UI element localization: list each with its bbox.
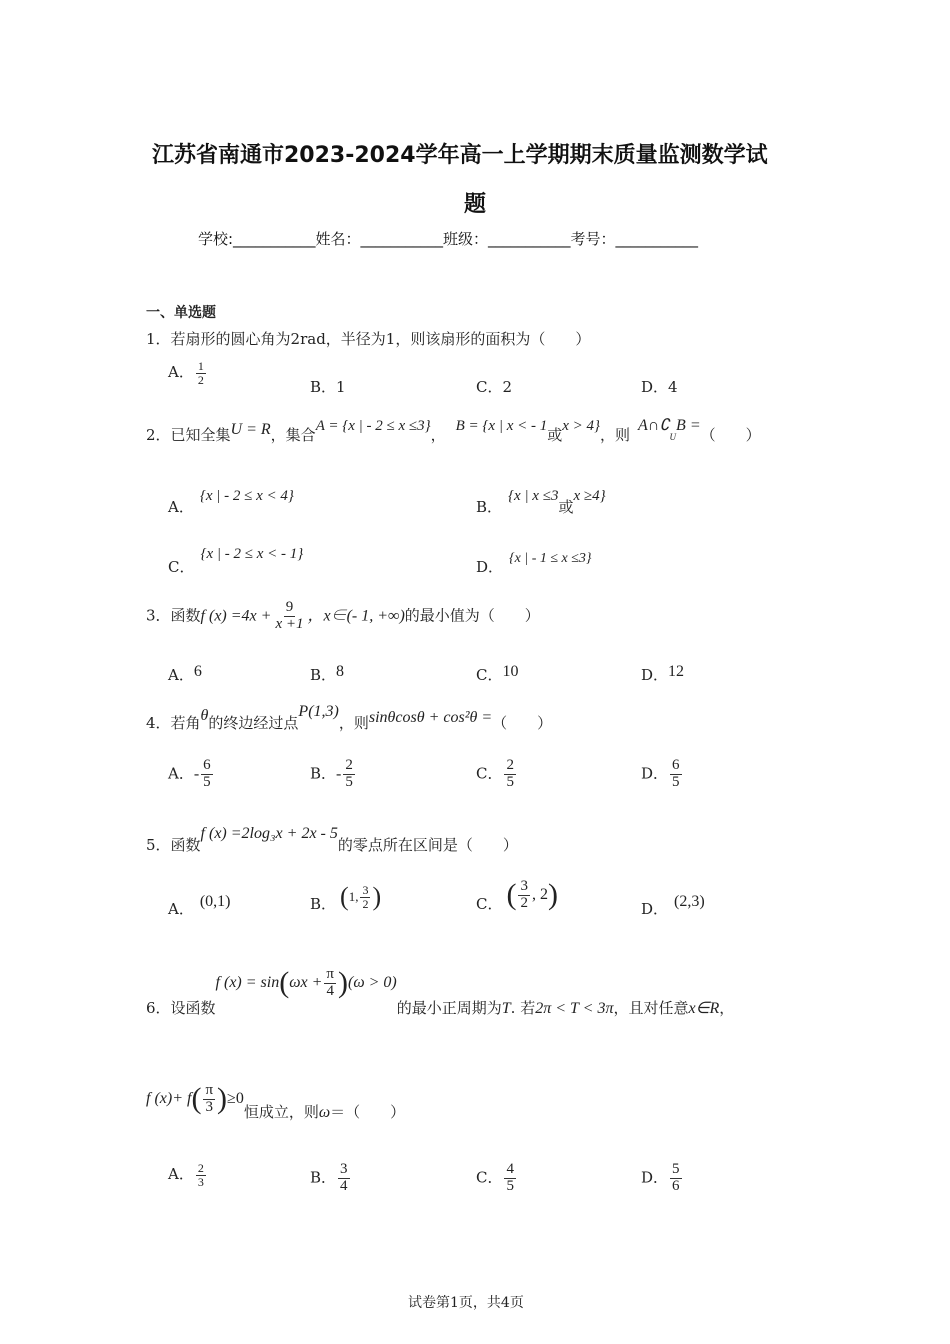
q6-b-num: 3 bbox=[340, 1161, 348, 1177]
q5-c-rparen: ) bbox=[547, 878, 558, 911]
q2-option-b bbox=[476, 484, 606, 516]
q4-c-label: C． bbox=[476, 764, 503, 783]
q3-b-label: B． bbox=[310, 666, 337, 684]
page-title: 江苏省南通市2023-2024学年高一上学期期末质量监测数学试 bbox=[152, 143, 768, 168]
q6-omega: ω bbox=[318, 1104, 331, 1121]
q3-c-value: 10 bbox=[502, 663, 519, 680]
q6-d-num: 5 bbox=[672, 1161, 680, 1177]
q6-prefix: 6．设函数 bbox=[146, 999, 216, 1017]
q5-a-value: (0,1) bbox=[199, 893, 231, 910]
q6-pi4 bbox=[324, 967, 336, 1000]
q2-option-c bbox=[168, 542, 304, 576]
q2-or: 或 bbox=[547, 426, 563, 444]
q6-line2-suffix: 恒成立，则 bbox=[243, 1103, 319, 1121]
q4-d-fraction bbox=[670, 758, 682, 791]
q4-b-sign: - bbox=[336, 765, 342, 783]
q6-option-b bbox=[310, 1162, 352, 1195]
q1-a-den: 2 bbox=[197, 372, 204, 387]
q5-c-lparen: ( bbox=[506, 878, 517, 911]
q3-c-label: C． bbox=[476, 666, 503, 684]
question-6-line2 bbox=[146, 1081, 406, 1121]
q6-a-label: A． bbox=[168, 1165, 194, 1184]
q2-then: ，则 bbox=[600, 426, 631, 444]
q4-option-b bbox=[310, 758, 357, 791]
q6-rparen: ) bbox=[338, 966, 348, 999]
q6-a-fraction bbox=[196, 1162, 206, 1188]
q4-prefix: 4．若角 bbox=[146, 714, 201, 732]
question-3 bbox=[146, 600, 540, 633]
q2-set-b-part2: x > 4} bbox=[562, 418, 601, 434]
q3-a-value: 6 bbox=[193, 663, 202, 680]
q5-function: f (x) =2log₃x + 2x - 5 bbox=[200, 825, 338, 842]
q2-c-value: {x | - 2 ≤ x < - 1} bbox=[200, 546, 304, 562]
q3-suffix: 的最小值为（ ） bbox=[404, 606, 540, 625]
q6-lparen: ( bbox=[279, 966, 290, 999]
q5-option-b bbox=[310, 882, 381, 912]
q6-a-num: 2 bbox=[197, 1161, 204, 1175]
q1-option-c: C．2 bbox=[476, 378, 513, 396]
q6-c-num: 4 bbox=[506, 1161, 514, 1177]
q6-mid: 的最小正周期为 bbox=[396, 999, 502, 1017]
q1-option-b: B．1 bbox=[310, 378, 346, 396]
q4-theta: θ bbox=[200, 707, 209, 724]
q6-a-den: 3 bbox=[197, 1174, 204, 1189]
q4-c-den: 5 bbox=[506, 773, 514, 790]
section-heading: 一、单选题 bbox=[146, 305, 216, 321]
q5-c-den: 2 bbox=[520, 894, 528, 911]
q6-b-den: 4 bbox=[340, 1177, 348, 1194]
q2-a-value: {x | - 2 ≤ x < 4} bbox=[199, 488, 294, 504]
q5-b-label: B． bbox=[310, 895, 337, 913]
q3-option-b bbox=[310, 664, 344, 685]
q6-mid3: ，且对任意 bbox=[613, 999, 689, 1017]
q6-d-fraction bbox=[670, 1162, 682, 1195]
q2-option-d bbox=[476, 546, 592, 576]
q5-b-pre: 1, bbox=[348, 889, 359, 904]
q3-domain: ，x∈(- 1, +∞) bbox=[307, 607, 405, 625]
q1-option-a-fraction bbox=[196, 360, 206, 386]
q5-a-label: A． bbox=[168, 900, 194, 918]
page-footer: 试卷第1页，共4页 bbox=[408, 1295, 524, 1311]
q4-mid: 的终边经过点 bbox=[208, 714, 299, 732]
q2-set-b: B = {x | x < - 1 bbox=[455, 418, 548, 434]
q4-b-den: 5 bbox=[345, 773, 353, 790]
q6-c-label: C． bbox=[476, 1168, 503, 1187]
q2-set-a: A = {x | - 2 ≤ x ≤3} bbox=[315, 418, 431, 434]
q3-d-label: D． bbox=[641, 666, 669, 684]
q6-end: ， bbox=[719, 999, 735, 1017]
q4-a-den: 5 bbox=[203, 773, 211, 790]
q6-mid2: . 若 bbox=[510, 999, 536, 1017]
q6-b-label: B． bbox=[310, 1168, 337, 1187]
q1-option-d: D．4 bbox=[641, 378, 678, 396]
q6-c-den: 5 bbox=[506, 1177, 514, 1194]
q2-prefix: 2．已知全集 bbox=[146, 426, 231, 444]
q3-option-a bbox=[168, 664, 202, 685]
q4-then: ，则 bbox=[338, 714, 369, 732]
q6-pi: π bbox=[326, 965, 334, 982]
q6-inner: ωx + bbox=[289, 974, 323, 991]
question-6 bbox=[146, 965, 735, 1017]
q5-c-num: 3 bbox=[520, 877, 528, 894]
q4-a-num: 6 bbox=[203, 757, 211, 773]
q6-line2-expression: f (x)+ f bbox=[146, 1090, 192, 1107]
q5-prefix: 5．函数 bbox=[146, 836, 201, 854]
q4-a-label: A． bbox=[168, 764, 194, 783]
q6-option-a bbox=[168, 1162, 208, 1188]
q4-point: P(1,3) bbox=[298, 703, 339, 720]
q6-d-label: D． bbox=[641, 1168, 669, 1187]
q2-option-a bbox=[168, 484, 294, 516]
q3-num: 9 bbox=[285, 599, 294, 615]
q2-b-value1: {x | x ≤3 bbox=[508, 488, 559, 504]
q4-b-num: 2 bbox=[345, 757, 353, 773]
q5-suffix: 的零点所在区间是（ ） bbox=[337, 836, 518, 854]
q2-b-label: B． bbox=[476, 498, 503, 516]
q6-condition: (ω > 0) bbox=[348, 974, 397, 991]
q4-c-num: 2 bbox=[506, 757, 514, 773]
q6-option-c bbox=[476, 1162, 518, 1195]
q2-d-label: D． bbox=[476, 558, 504, 576]
q6-line2-lparen: ( bbox=[191, 1082, 202, 1115]
q3-a-label: A． bbox=[168, 666, 194, 684]
q5-b-rparen: ) bbox=[372, 882, 382, 911]
q5-d-value: (2,3) bbox=[674, 893, 705, 910]
q6-four: 4 bbox=[326, 982, 334, 999]
q4-d-den: 5 bbox=[672, 773, 680, 790]
q5-b-fraction bbox=[360, 884, 370, 910]
q4-option-a bbox=[168, 758, 215, 791]
q5-c-post: , 2 bbox=[531, 886, 548, 903]
q6-d-den: 6 bbox=[672, 1177, 680, 1194]
q4-a-fraction bbox=[201, 758, 213, 791]
q5-d-label: D． bbox=[641, 900, 669, 918]
page-title-continued: 题 bbox=[464, 192, 487, 217]
q4-a-sign: - bbox=[193, 765, 200, 783]
question-5 bbox=[146, 825, 518, 855]
q2-b-or: 或 bbox=[558, 498, 574, 516]
student-info-line: 学校:___________姓名：___________班级：___________考号：___________ bbox=[198, 230, 699, 248]
q4-d-label: D． bbox=[641, 764, 669, 783]
q5-b-lparen: ( bbox=[340, 882, 349, 911]
q4-d-num: 6 bbox=[672, 757, 680, 773]
q4-c-fraction bbox=[504, 758, 516, 791]
q3-option-c bbox=[476, 664, 518, 685]
q5-option-d bbox=[641, 893, 705, 919]
q6-b-fraction bbox=[338, 1162, 350, 1195]
q4-expression: sinθcosθ + cos²θ = bbox=[368, 709, 493, 726]
q6-inequality: 2π < T < 3π bbox=[535, 1000, 614, 1017]
q5-option-c bbox=[476, 878, 558, 912]
q6-pi3 bbox=[203, 1083, 215, 1116]
q1-option-a bbox=[168, 360, 208, 386]
q2-mid: ，集合 bbox=[270, 426, 316, 444]
q3-fraction bbox=[273, 600, 305, 633]
q5-b-den: 2 bbox=[362, 896, 369, 911]
q2-a-label: A． bbox=[168, 498, 194, 516]
q2-comma: ， bbox=[430, 426, 446, 444]
q6-option-d bbox=[641, 1162, 684, 1195]
q6-eq: ＝（ ） bbox=[330, 1103, 406, 1121]
q6-ge: ≥0 bbox=[227, 1090, 244, 1107]
q6-x-in-r: x∈R bbox=[688, 1000, 720, 1017]
q2-expression-sub: U bbox=[669, 432, 677, 442]
q6-function: f (x) = sin bbox=[215, 974, 280, 991]
q2-d-value: {x | - 1 ≤ x ≤3} bbox=[509, 551, 592, 566]
q5-b-num: 3 bbox=[362, 882, 369, 897]
q3-option-d bbox=[641, 664, 684, 685]
q2-expression: A∩∁ bbox=[638, 417, 670, 434]
question-2 bbox=[146, 417, 761, 445]
question-4 bbox=[146, 703, 553, 733]
q2-c-label: C． bbox=[168, 558, 195, 576]
q6-period: T bbox=[501, 1000, 511, 1017]
q2-paren: （ ） bbox=[700, 426, 761, 444]
q3-b-value: 8 bbox=[336, 663, 345, 680]
q1-option-a-label: A． bbox=[168, 363, 194, 382]
q1-a-num: 1 bbox=[197, 359, 204, 373]
q4-option-d bbox=[641, 758, 684, 791]
question-1: 1．若扇形的圆心角为2rad，半径为1，则该扇形的面积为（ ） bbox=[146, 330, 591, 348]
q2-universal-set: U = R bbox=[230, 421, 271, 438]
q3-prefix: 3．函数 bbox=[146, 606, 201, 625]
q3-d-value: 12 bbox=[668, 663, 685, 680]
q4-paren: （ ） bbox=[492, 714, 553, 732]
q3-function: f (x) =4x + bbox=[200, 607, 272, 625]
q2-expression-end: B = bbox=[676, 417, 701, 434]
q5-option-a bbox=[168, 893, 231, 919]
q3-den: x +1 bbox=[275, 615, 304, 632]
q2-b-value2: x ≥4} bbox=[573, 488, 606, 504]
q4-option-c bbox=[476, 758, 518, 791]
q6-line2-rparen: ) bbox=[217, 1082, 228, 1115]
q5-c-label: C． bbox=[476, 895, 503, 913]
q5-c-fraction bbox=[518, 879, 530, 912]
q6-c-fraction bbox=[504, 1162, 516, 1195]
q4-b-fraction bbox=[343, 758, 355, 791]
q6-pi3-num: π bbox=[205, 1081, 214, 1098]
q6-pi3-den: 3 bbox=[205, 1098, 213, 1115]
q4-b-label: B． bbox=[310, 764, 337, 783]
